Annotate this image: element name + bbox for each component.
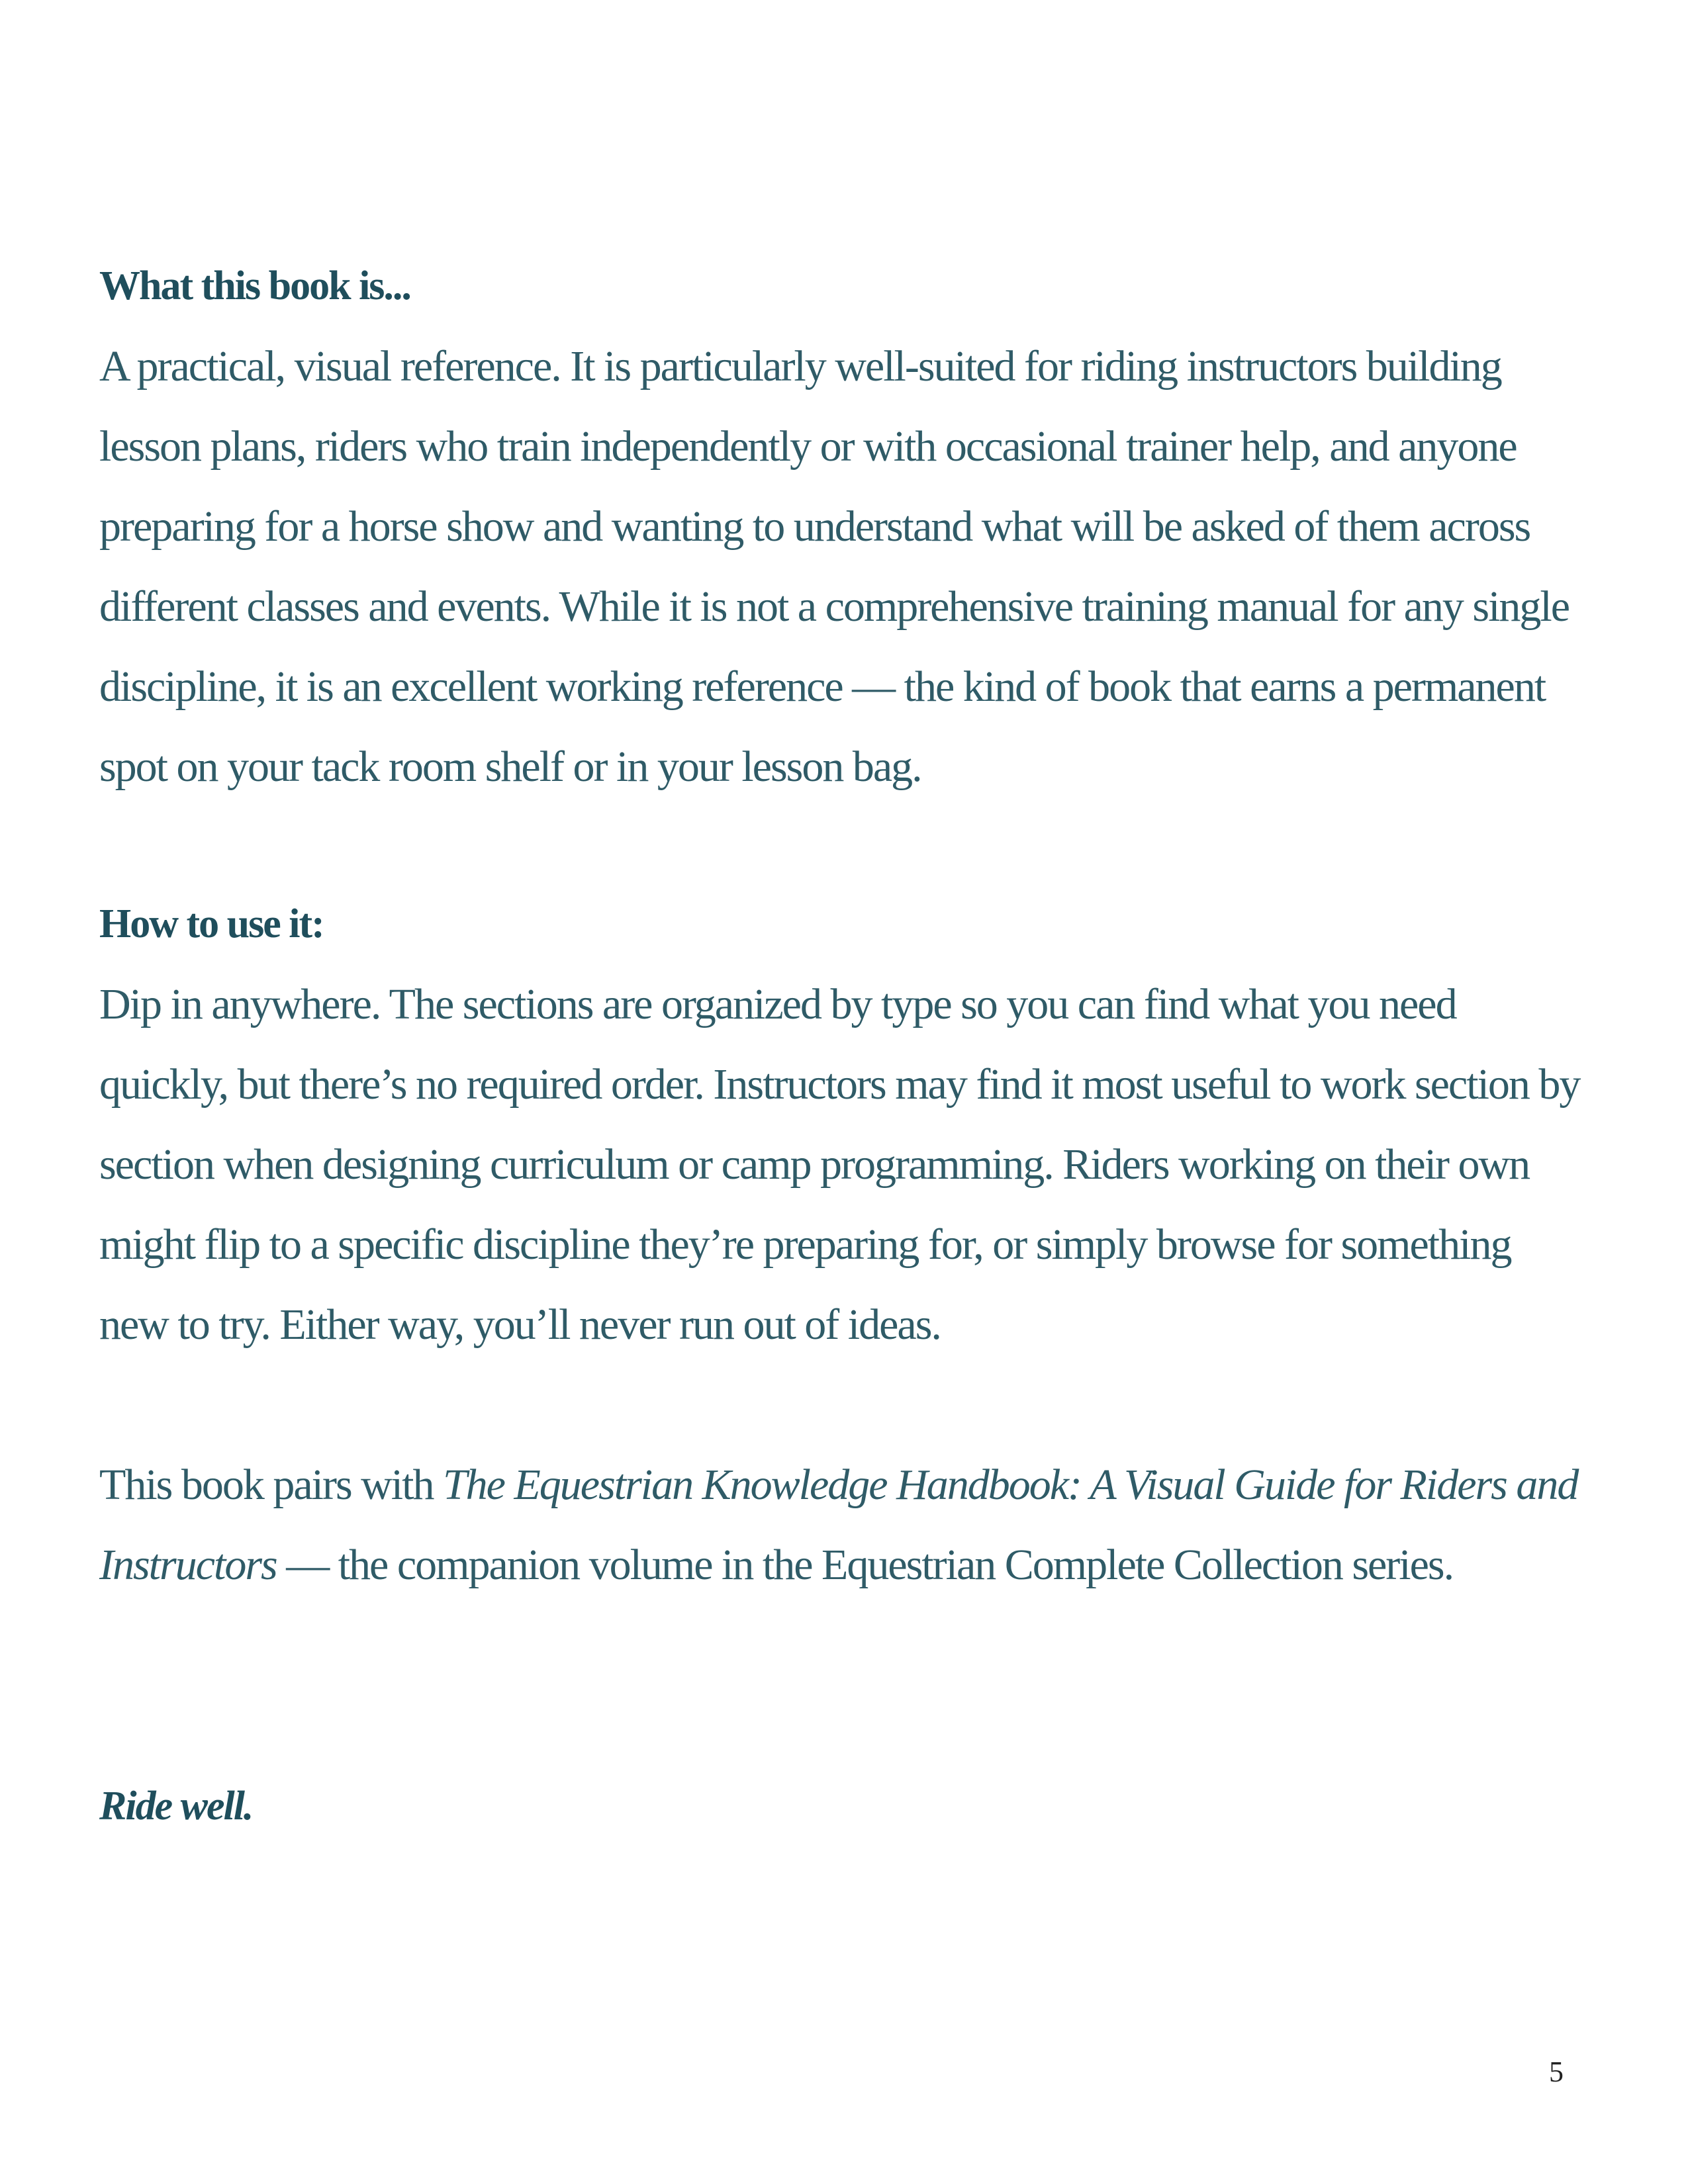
section-body-how: Dip in anywhere. The sections are organized by type so you can find what you need quickly, but there’s no required order. Instructors may find it most useful to work section by section when designing curriculum or camp programming. Riders working on their own might flip to a specific discipline they’re preparing for, or simply browse for something new to try. Either way, you’ll never run out of ideas. [99, 980, 1580, 1349]
spacer [99, 1365, 1589, 1445]
page-content [99, 246, 1589, 1846]
companion-suffix: — the companion volume in the Equestrian Complete Collection series. [276, 1541, 1454, 1589]
page-number: 5 [1549, 2056, 1564, 2088]
companion-prefix: This book pairs with [99, 1461, 443, 1509]
spacer [99, 807, 1589, 884]
section-heading-how: How to use it: [99, 901, 324, 946]
signoff: Ride well. [99, 1784, 253, 1829]
companion-book-note [99, 1445, 1589, 1605]
section-heading-what: What this book is... [99, 263, 410, 308]
companion-book-title-line1: The Equestrian Knowledge Handbook: A Visual Guide for Riders and [442, 1461, 1578, 1509]
spacer [99, 1605, 1589, 1766]
companion-book-title-line2: Instructors [99, 1541, 277, 1589]
section-body-what: A practical, visual reference. It is particularly well-suited for riding instructors building lesson plans, riders who train independently or with occasional trainer help, and anyone preparing for a horse show and wanting to understand what will be asked of them across different classes and events. While it is not a comprehensive training manual for any single discipline, it is an excellent working reference — the kind of book that earns a permanent spot on your tack room shelf or in your lesson bag. [99, 342, 1570, 791]
